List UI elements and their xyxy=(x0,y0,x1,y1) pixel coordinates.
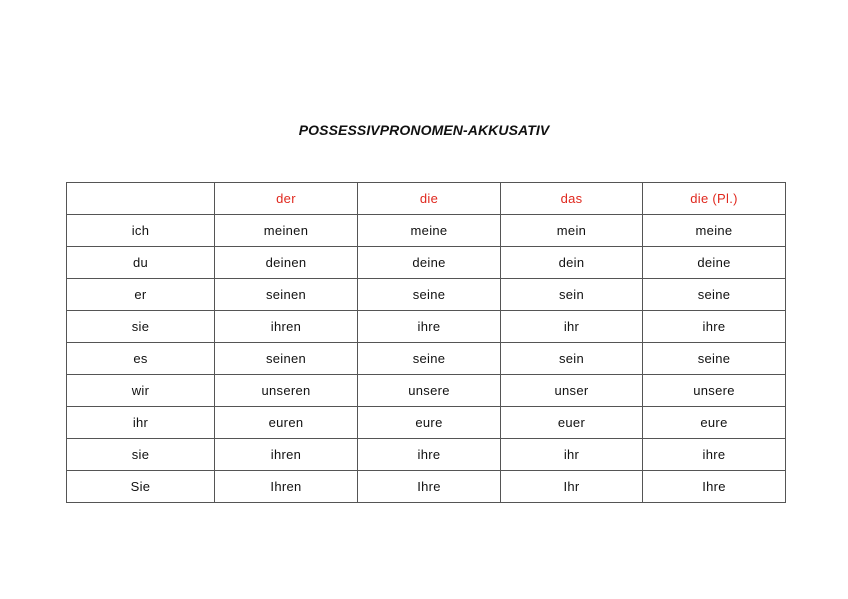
table-cell: Ihr xyxy=(501,471,643,503)
table-cell: ihr xyxy=(501,439,643,471)
table-cell: ihre xyxy=(643,311,786,343)
pronoun-cell: sie xyxy=(67,439,215,471)
pronoun-cell: Sie xyxy=(67,471,215,503)
table-row xyxy=(67,215,786,247)
table-cell: ihren xyxy=(215,439,358,471)
pronoun-cell: er xyxy=(67,279,215,311)
table-cell: Ihren xyxy=(215,471,358,503)
table-row xyxy=(67,375,786,407)
table-cell: seine xyxy=(643,343,786,375)
table-cell: ihre xyxy=(358,311,501,343)
table-cell: seine xyxy=(358,343,501,375)
header-cell-die-plural: die (Pl.) xyxy=(643,183,786,215)
pronoun-cell: wir xyxy=(67,375,215,407)
table-cell: seinen xyxy=(215,343,358,375)
header-cell-empty xyxy=(67,183,215,215)
table-cell: euer xyxy=(501,407,643,439)
table-cell: ihre xyxy=(358,439,501,471)
pronoun-cell: ihr xyxy=(67,407,215,439)
page-title: POSSESSIVPRONOMEN-AKKUSATIV xyxy=(298,122,550,138)
table-cell: eure xyxy=(358,407,501,439)
table-row xyxy=(67,279,786,311)
table-cell: meinen xyxy=(215,215,358,247)
table-cell: unsere xyxy=(358,375,501,407)
table-cell: ihr xyxy=(501,311,643,343)
table-cell: unseren xyxy=(215,375,358,407)
table-cell: Ihre xyxy=(643,471,786,503)
table-row xyxy=(67,311,786,343)
pronoun-cell: ich xyxy=(67,215,215,247)
table-cell: deinen xyxy=(215,247,358,279)
table-cell: ihren xyxy=(215,311,358,343)
header-cell-der: der xyxy=(215,183,358,215)
table-row xyxy=(67,343,786,375)
table-row xyxy=(67,407,786,439)
table-cell: seine xyxy=(643,279,786,311)
table-cell: sein xyxy=(501,343,643,375)
table-cell: euren xyxy=(215,407,358,439)
table-row xyxy=(67,471,786,503)
table-cell: meine xyxy=(358,215,501,247)
table-cell: ihre xyxy=(643,439,786,471)
table-cell: seinen xyxy=(215,279,358,311)
table-cell: unsere xyxy=(643,375,786,407)
table-cell: deine xyxy=(358,247,501,279)
table-cell: dein xyxy=(501,247,643,279)
table-cell: unser xyxy=(501,375,643,407)
table-cell: sein xyxy=(501,279,643,311)
table-row xyxy=(67,247,786,279)
header-row xyxy=(67,183,786,215)
table-cell: mein xyxy=(501,215,643,247)
header-cell-das: das xyxy=(501,183,643,215)
pronoun-cell: sie xyxy=(67,311,215,343)
pronoun-cell: du xyxy=(67,247,215,279)
table-cell: deine xyxy=(643,247,786,279)
table-cell: meine xyxy=(643,215,786,247)
table-cell: Ihre xyxy=(358,471,501,503)
pronoun-cell: es xyxy=(67,343,215,375)
table-cell: seine xyxy=(358,279,501,311)
table-row xyxy=(67,439,786,471)
header-cell-die: die xyxy=(358,183,501,215)
possessive-pronoun-table xyxy=(66,182,786,503)
table-cell: eure xyxy=(643,407,786,439)
